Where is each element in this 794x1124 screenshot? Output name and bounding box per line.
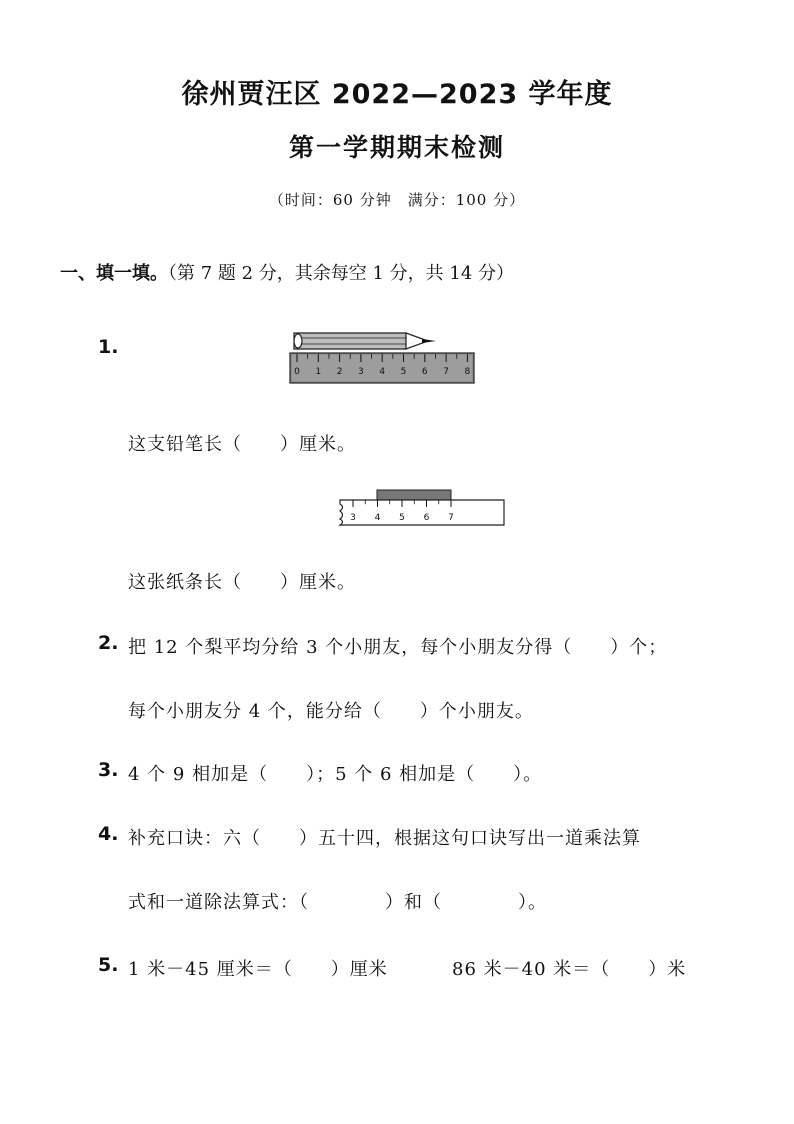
- question-2-line-2: 每个小朋友分 4 个，能分给（ ）个小朋友。: [128, 701, 534, 722]
- exam-time-and-score: （时间：60 分钟 满分：100 分）: [268, 191, 526, 209]
- broken-ruler: [340, 500, 504, 525]
- section-1-title: 一、填一填。: [60, 263, 168, 284]
- paper-strip: [377, 490, 451, 500]
- ruler-tick-label: 1: [315, 367, 322, 377]
- question-5-number: 5.: [98, 954, 119, 976]
- exam-title-line2: 第一学期期末检测: [288, 133, 505, 162]
- ruler-tick-label: 3: [350, 513, 356, 523]
- section-1-heading: [60, 259, 514, 285]
- ruler-tick-label: 4: [374, 513, 381, 523]
- ruler-tick-label: 8: [464, 367, 471, 377]
- question-1-strip-length-line: 这张纸条长（ ）厘米。: [128, 572, 356, 593]
- ruler-tick-label: 3: [358, 367, 364, 377]
- question-3-number: 3.: [98, 759, 119, 781]
- question-3-line-1: 4 个 9 相加是（ ）；5 个 6 相加是（ ）。: [128, 764, 543, 785]
- ruler-tick-label: 7: [443, 367, 449, 377]
- question-4-line-1: 补充口诀：六（ ）五十四，根据这句口诀写出一道乘法算: [128, 828, 641, 849]
- question-4-number: 4.: [98, 823, 119, 845]
- ruler-tick-label: 0: [294, 367, 300, 377]
- question-4-line-2: 式和一道除法算式：（ ）和（ ）。: [128, 892, 547, 913]
- question-1-pencil-length-line: 这支铅笔长（ ）厘米。: [128, 434, 356, 455]
- paper-strip-and-ruler-figure: [336, 487, 508, 529]
- question-1-number: 1.: [98, 336, 119, 358]
- ruler-tick-label: 2: [336, 367, 343, 377]
- question-2-number: 2.: [98, 632, 119, 654]
- ruler-tick-label: 6: [423, 513, 430, 523]
- question-5-part-1: 1 米－45 厘米＝（ ）厘米: [128, 959, 388, 980]
- section-1-scoring-note: （第 7 题 2 分，其余每空 1 分，共 14 分）: [168, 263, 515, 284]
- question-5-part-2: 86 米－40 米＝（ ）米: [452, 959, 687, 980]
- exam-title-line1: 徐州贾汪区 2022—2023 学年度: [181, 79, 613, 110]
- pencil-icon: [294, 333, 436, 349]
- ruler-tick-label: 6: [421, 367, 428, 377]
- ruler-tick-label: 5: [400, 367, 407, 377]
- question-2-line-1: 把 12 个梨平均分给 3 个小朋友，每个小朋友分得（ ）个；: [128, 637, 668, 658]
- ruler-tick-label: 4: [379, 367, 386, 377]
- ruler-tick-label: 7: [448, 513, 454, 523]
- ruler-tick-label: 5: [399, 513, 405, 523]
- pencil-and-ruler-figure: [288, 327, 478, 387]
